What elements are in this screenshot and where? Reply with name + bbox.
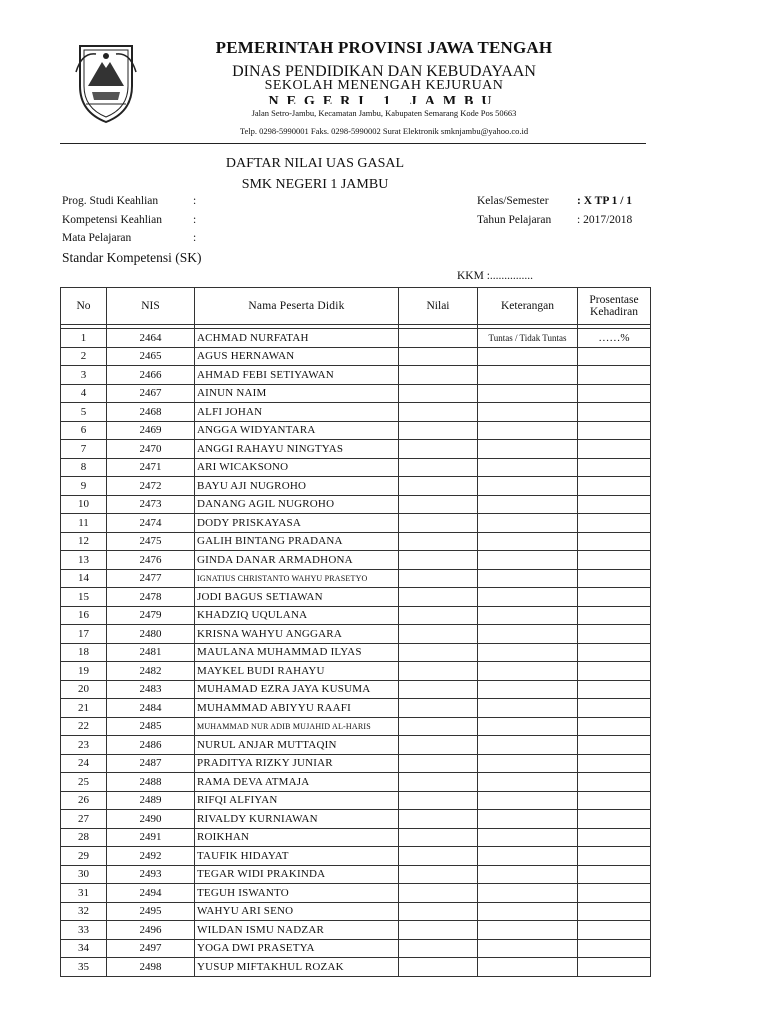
table-row xyxy=(61,884,651,903)
row-nama: ARI WICAKSONO xyxy=(195,458,399,477)
row-prosentase xyxy=(578,902,651,921)
row-prosentase xyxy=(578,495,651,514)
row-nilai xyxy=(399,865,478,884)
table-row xyxy=(61,773,651,792)
row-nilai xyxy=(399,532,478,551)
row-keterangan xyxy=(478,421,578,440)
row-nilai xyxy=(399,847,478,866)
row-nis: 2477 xyxy=(107,569,195,588)
document-subtitle: SMK NEGERI 1 JAMBU xyxy=(241,177,389,192)
header-nilai: Nilai xyxy=(399,288,478,325)
table-row xyxy=(61,514,651,533)
row-prosentase xyxy=(578,921,651,940)
row-prosentase xyxy=(578,773,651,792)
row-keterangan xyxy=(478,625,578,644)
header-contact: Telp. 0298-5990001 Faks. 0298-5990002 Surat Elektronik smknjambu@yahoo.co.id xyxy=(239,126,529,136)
row-nama: PRADITYA RIZKY JUNIAR xyxy=(195,754,399,773)
row-nama: MUHAMAD EZRA JAYA KUSUMA xyxy=(195,680,399,699)
row-nis: 2467 xyxy=(107,384,195,403)
table-row xyxy=(61,717,651,736)
row-keterangan: Tuntas / Tidak Tuntas xyxy=(478,329,578,348)
row-nilai xyxy=(399,717,478,736)
row-nis: 2481 xyxy=(107,643,195,662)
row-nama: TEGAR WIDI PRAKINDA xyxy=(195,865,399,884)
row-no: 28 xyxy=(61,828,107,847)
table-row xyxy=(61,588,651,607)
row-no: 11 xyxy=(61,514,107,533)
row-nis: 2480 xyxy=(107,625,195,644)
row-nilai xyxy=(399,569,478,588)
row-keterangan xyxy=(478,347,578,366)
row-nama: MAULANA MUHAMMAD ILYAS xyxy=(195,643,399,662)
row-nama: GALIH BINTANG PRADANA xyxy=(195,532,399,551)
row-nis: 2464 xyxy=(107,329,195,348)
row-nama: WILDAN ISMU NADZAR xyxy=(195,921,399,940)
row-keterangan xyxy=(478,588,578,607)
row-nilai xyxy=(399,329,478,348)
row-nama: GINDA DANAR ARMADHONA xyxy=(195,551,399,570)
row-no: 13 xyxy=(61,551,107,570)
row-keterangan xyxy=(478,403,578,422)
row-nis: 2482 xyxy=(107,662,195,681)
header-divider xyxy=(60,143,646,144)
row-prosentase xyxy=(578,680,651,699)
table-row xyxy=(61,569,651,588)
kompetensi-value: : xyxy=(193,214,197,226)
row-no: 32 xyxy=(61,902,107,921)
row-nis: 2491 xyxy=(107,828,195,847)
row-nama: RAMA DEVA ATMAJA xyxy=(195,773,399,792)
row-nama: WAHYU ARI SENO xyxy=(195,902,399,921)
row-nis: 2478 xyxy=(107,588,195,607)
row-no: 34 xyxy=(61,939,107,958)
row-prosentase xyxy=(578,865,651,884)
row-keterangan xyxy=(478,384,578,403)
row-prosentase xyxy=(578,662,651,681)
row-nilai xyxy=(399,643,478,662)
row-keterangan xyxy=(478,699,578,718)
row-nilai xyxy=(399,606,478,625)
row-no: 18 xyxy=(61,643,107,662)
row-nis: 2486 xyxy=(107,736,195,755)
row-no: 17 xyxy=(61,625,107,644)
row-prosentase xyxy=(578,403,651,422)
table-row xyxy=(61,347,651,366)
row-keterangan xyxy=(478,939,578,958)
row-nama: TEGUH ISWANTO xyxy=(195,884,399,903)
row-prosentase xyxy=(578,791,651,810)
row-nama: MUHAMMAD ABIYYU RAAFI xyxy=(195,699,399,718)
row-keterangan xyxy=(478,865,578,884)
row-nilai xyxy=(399,347,478,366)
row-nilai xyxy=(399,902,478,921)
row-no: 8 xyxy=(61,458,107,477)
kelas-semester-value: : X TP 1 / 1 xyxy=(577,195,633,207)
row-no: 5 xyxy=(61,403,107,422)
row-nis: 2484 xyxy=(107,699,195,718)
table-row xyxy=(61,421,651,440)
table-row xyxy=(61,754,651,773)
row-prosentase xyxy=(578,384,651,403)
table-row xyxy=(61,921,651,940)
row-nis: 2483 xyxy=(107,680,195,699)
row-nilai xyxy=(399,588,478,607)
row-nis: 2469 xyxy=(107,421,195,440)
row-nilai xyxy=(399,699,478,718)
row-nilai xyxy=(399,477,478,496)
row-no: 10 xyxy=(61,495,107,514)
mata-pelajaran-value: : xyxy=(193,232,197,244)
row-no: 25 xyxy=(61,773,107,792)
row-prosentase xyxy=(578,754,651,773)
row-keterangan xyxy=(478,791,578,810)
row-nama: NURUL ANJAR MUTTAQIN xyxy=(195,736,399,755)
row-no: 6 xyxy=(61,421,107,440)
kelas-semester-label: Kelas/Semester xyxy=(477,195,549,207)
row-prosentase xyxy=(578,514,651,533)
row-keterangan xyxy=(478,847,578,866)
table-row xyxy=(61,810,651,829)
row-keterangan xyxy=(478,921,578,940)
row-nilai xyxy=(399,680,478,699)
header-nama: Nama Peserta Didik xyxy=(195,288,399,325)
header-prosentase-line2: Kehadiran xyxy=(590,306,638,318)
table-row xyxy=(61,958,651,977)
header-no: No xyxy=(61,288,107,325)
header-prosentase xyxy=(578,288,651,325)
table-row xyxy=(61,366,651,385)
row-nama: RIFQI ALFIYAN xyxy=(195,791,399,810)
row-nilai xyxy=(399,754,478,773)
row-nis: 2471 xyxy=(107,458,195,477)
table-row xyxy=(61,791,651,810)
row-nis: 2497 xyxy=(107,939,195,958)
row-nama: KHADZIQ UQULANA xyxy=(195,606,399,625)
row-prosentase xyxy=(578,625,651,644)
row-prosentase xyxy=(578,847,651,866)
row-nis: 2470 xyxy=(107,440,195,459)
row-nilai xyxy=(399,403,478,422)
row-nama: AGUS HERNAWAN xyxy=(195,347,399,366)
header-government: PEMERINTAH PROVINSI JAWA TENGAH xyxy=(215,38,553,57)
row-keterangan xyxy=(478,643,578,662)
row-no: 23 xyxy=(61,736,107,755)
row-nilai xyxy=(399,828,478,847)
table-row xyxy=(61,902,651,921)
document-title: DAFTAR NILAI UAS GASAL xyxy=(225,156,405,171)
row-nama: RIVALDY KURNIAWAN xyxy=(195,810,399,829)
row-nis: 2485 xyxy=(107,717,195,736)
row-prosentase xyxy=(578,569,651,588)
header-department: DINAS PENDIDIKAN DAN KEBUDAYAAN xyxy=(232,63,536,80)
row-nilai xyxy=(399,662,478,681)
standar-kompetensi-label: Standar Kompetensi (SK) xyxy=(62,250,202,265)
table-row xyxy=(61,828,651,847)
row-keterangan xyxy=(478,532,578,551)
row-nama: YOGA DWI PRASETYA xyxy=(195,939,399,958)
row-prosentase xyxy=(578,699,651,718)
row-keterangan xyxy=(478,736,578,755)
row-nilai xyxy=(399,366,478,385)
row-nama: AINUN NAIM xyxy=(195,384,399,403)
row-no: 22 xyxy=(61,717,107,736)
table-row xyxy=(61,847,651,866)
row-nama: BAYU AJI NUGROHO xyxy=(195,477,399,496)
header-prosentase-line1: Prosentase xyxy=(589,294,639,306)
row-prosentase xyxy=(578,588,651,607)
table-row xyxy=(61,532,651,551)
row-prosentase xyxy=(578,477,651,496)
row-nis: 2494 xyxy=(107,884,195,903)
row-nis: 2487 xyxy=(107,754,195,773)
header-nis: NIS xyxy=(107,288,195,325)
row-keterangan xyxy=(478,680,578,699)
row-keterangan xyxy=(478,828,578,847)
row-keterangan xyxy=(478,569,578,588)
row-nilai xyxy=(399,810,478,829)
row-no: 1 xyxy=(61,329,107,348)
row-nama: YUSUP MIFTAKHUL ROZAK xyxy=(195,958,399,977)
row-no: 19 xyxy=(61,662,107,681)
table-row xyxy=(61,939,651,958)
row-prosentase xyxy=(578,458,651,477)
row-no: 27 xyxy=(61,810,107,829)
row-nis: 2474 xyxy=(107,514,195,533)
row-nama: MAYKEL BUDI RAHAYU xyxy=(195,662,399,681)
tahun-pelajaran-label: Tahun Pelajaran xyxy=(477,214,552,226)
row-nilai xyxy=(399,939,478,958)
header-keterangan: Keterangan xyxy=(478,288,578,325)
row-keterangan xyxy=(478,606,578,625)
tahun-pelajaran-value: : 2017/2018 xyxy=(577,214,633,226)
row-nis: 2466 xyxy=(107,366,195,385)
row-nilai xyxy=(399,625,478,644)
row-keterangan xyxy=(478,366,578,385)
row-nis: 2490 xyxy=(107,810,195,829)
row-no: 24 xyxy=(61,754,107,773)
row-nama: DANANG AGIL NUGROHO xyxy=(195,495,399,514)
row-no: 29 xyxy=(61,847,107,866)
row-nis: 2489 xyxy=(107,791,195,810)
table-row xyxy=(61,625,651,644)
table-row xyxy=(61,606,651,625)
table-row xyxy=(61,662,651,681)
row-nama: AHMAD FEBI SETIYAWAN xyxy=(195,366,399,385)
mata-pelajaran-label: Mata Pelajaran xyxy=(62,232,132,244)
row-nis: 2488 xyxy=(107,773,195,792)
row-prosentase xyxy=(578,347,651,366)
row-no: 15 xyxy=(61,588,107,607)
row-nis: 2475 xyxy=(107,532,195,551)
row-prosentase xyxy=(578,717,651,736)
row-nis: 2492 xyxy=(107,847,195,866)
row-nilai xyxy=(399,514,478,533)
row-keterangan xyxy=(478,458,578,477)
row-nilai xyxy=(399,551,478,570)
row-nilai xyxy=(399,384,478,403)
row-keterangan xyxy=(478,495,578,514)
table-row xyxy=(61,551,651,570)
table-row xyxy=(61,458,651,477)
row-no: 21 xyxy=(61,699,107,718)
prog-studi-label: Prog. Studi Keahlian xyxy=(62,195,159,207)
row-prosentase xyxy=(578,736,651,755)
row-nama: MUHAMMAD NUR ADIB MUJAHID AL-HARIS xyxy=(195,717,399,736)
row-keterangan xyxy=(478,551,578,570)
kkm-field: KKM :............... xyxy=(457,270,534,282)
row-nama: IGNATIUS CHRISTANTO WAHYU PRASETYO xyxy=(195,569,399,588)
row-prosentase: ……% xyxy=(578,329,651,348)
table-row xyxy=(61,403,651,422)
row-keterangan xyxy=(478,958,578,977)
row-no: 4 xyxy=(61,384,107,403)
row-nis: 2493 xyxy=(107,865,195,884)
row-nama: JODI BAGUS SETIAWAN xyxy=(195,588,399,607)
row-keterangan xyxy=(478,810,578,829)
row-nama: ANGGI RAHAYU NINGTYAS xyxy=(195,440,399,459)
header-address: Jalan Setro-Jambu, Kecamatan Jambu, Kabupaten Semarang Kode Pos 50663 xyxy=(251,108,517,118)
row-keterangan xyxy=(478,440,578,459)
row-nilai xyxy=(399,921,478,940)
row-nilai xyxy=(399,958,478,977)
row-no: 12 xyxy=(61,532,107,551)
row-nama: TAUFIK HIDAYAT xyxy=(195,847,399,866)
table-row xyxy=(61,865,651,884)
row-nama: ANGGA WIDYANTARA xyxy=(195,421,399,440)
table-row xyxy=(61,440,651,459)
row-nis: 2495 xyxy=(107,902,195,921)
row-no: 7 xyxy=(61,440,107,459)
table-row xyxy=(61,329,651,348)
row-nis: 2476 xyxy=(107,551,195,570)
row-nis: 2465 xyxy=(107,347,195,366)
row-prosentase xyxy=(578,440,651,459)
row-nilai xyxy=(399,421,478,440)
row-nilai xyxy=(399,773,478,792)
row-keterangan xyxy=(478,773,578,792)
row-keterangan xyxy=(478,514,578,533)
row-nilai xyxy=(399,458,478,477)
grades-table xyxy=(60,287,651,977)
table-row xyxy=(61,680,651,699)
row-no: 20 xyxy=(61,680,107,699)
row-no: 3 xyxy=(61,366,107,385)
row-nama: ACHMAD NURFATAH xyxy=(195,329,399,348)
row-no: 16 xyxy=(61,606,107,625)
row-nama: KRISNA WAHYU ANGGARA xyxy=(195,625,399,644)
row-prosentase xyxy=(578,551,651,570)
row-no: 31 xyxy=(61,884,107,903)
row-nilai xyxy=(399,440,478,459)
row-no: 26 xyxy=(61,791,107,810)
row-keterangan xyxy=(478,884,578,903)
row-nis: 2472 xyxy=(107,477,195,496)
row-keterangan xyxy=(478,902,578,921)
row-prosentase xyxy=(578,643,651,662)
row-prosentase xyxy=(578,884,651,903)
row-nilai xyxy=(399,884,478,903)
row-nis: 2479 xyxy=(107,606,195,625)
row-no: 30 xyxy=(61,865,107,884)
row-prosentase xyxy=(578,421,651,440)
row-keterangan xyxy=(478,477,578,496)
row-nis: 2498 xyxy=(107,958,195,977)
header-school-line: SEKOLAH MENENGAH KEJURUAN xyxy=(264,78,504,93)
row-prosentase xyxy=(578,606,651,625)
row-nis: 2473 xyxy=(107,495,195,514)
table-row xyxy=(61,699,651,718)
row-nis: 2496 xyxy=(107,921,195,940)
row-nis: 2468 xyxy=(107,403,195,422)
kompetensi-label: Kompetensi Keahlian xyxy=(62,214,162,226)
row-prosentase xyxy=(578,939,651,958)
row-prosentase xyxy=(578,810,651,829)
row-no: 2 xyxy=(61,347,107,366)
row-prosentase xyxy=(578,958,651,977)
row-nilai xyxy=(399,495,478,514)
row-keterangan xyxy=(478,662,578,681)
row-keterangan xyxy=(478,754,578,773)
row-nama: ALFI JOHAN xyxy=(195,403,399,422)
row-keterangan xyxy=(478,717,578,736)
row-no: 35 xyxy=(61,958,107,977)
table-header-row xyxy=(61,288,651,325)
table-row xyxy=(61,736,651,755)
row-nama: ROIKHAN xyxy=(195,828,399,847)
row-prosentase xyxy=(578,366,651,385)
table-row xyxy=(61,384,651,403)
table-row xyxy=(61,477,651,496)
table-row xyxy=(61,495,651,514)
row-nama: DODY PRISKAYASA xyxy=(195,514,399,533)
prog-studi-value: : xyxy=(193,195,197,207)
table-row xyxy=(61,643,651,662)
row-no: 33 xyxy=(61,921,107,940)
row-nilai xyxy=(399,791,478,810)
row-no: 14 xyxy=(61,569,107,588)
header-school-name: NEGERI 1 JAMBU xyxy=(268,94,500,104)
row-nilai xyxy=(399,736,478,755)
row-no: 9 xyxy=(61,477,107,496)
row-prosentase xyxy=(578,532,651,551)
row-prosentase xyxy=(578,828,651,847)
